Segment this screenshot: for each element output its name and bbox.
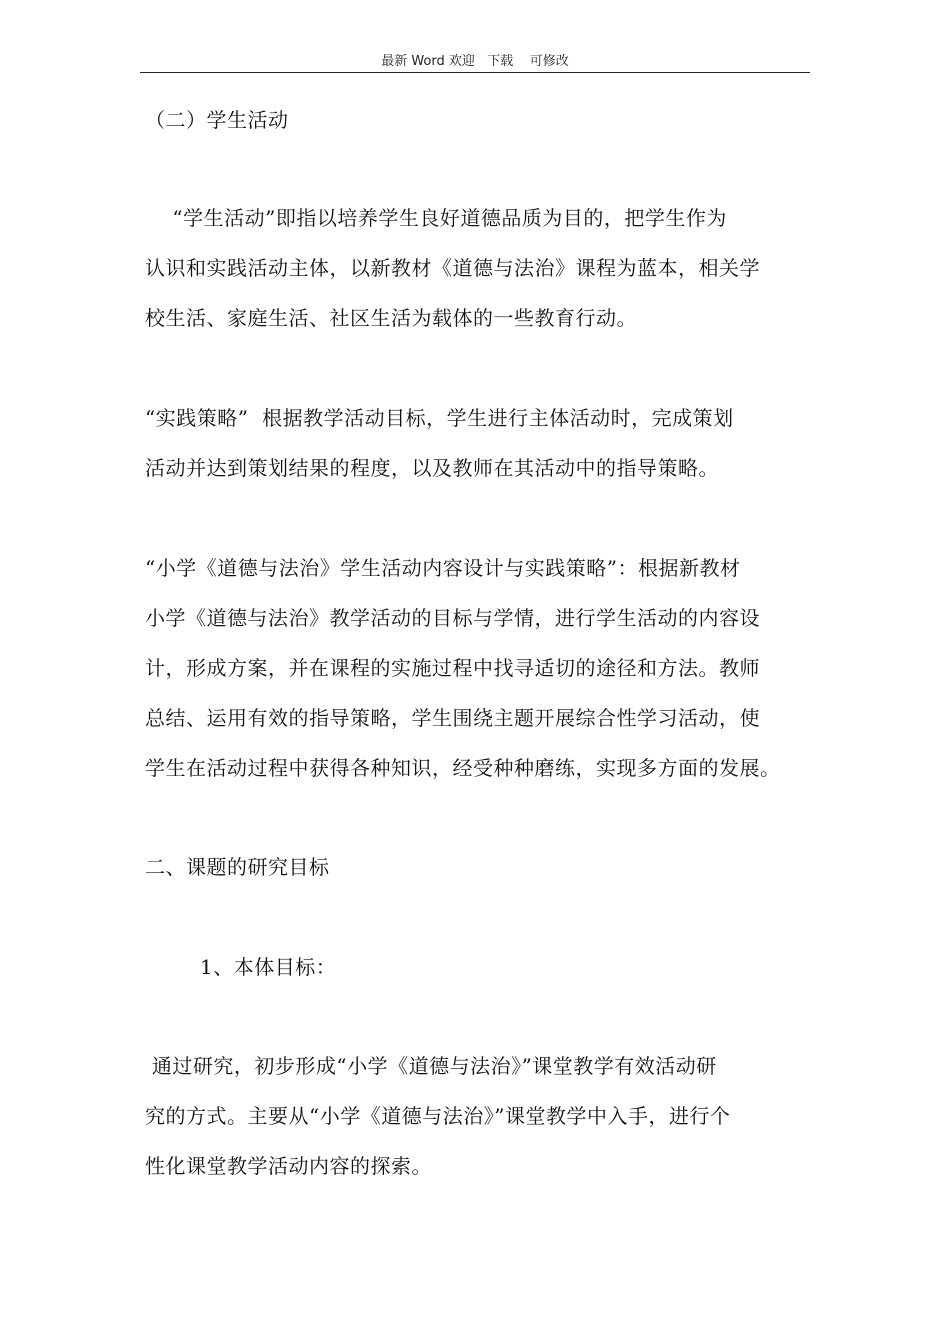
- text-line: 通过研究，初步形成“小学《道德与法治》”课堂教学有效活动研: [145, 1054, 717, 1078]
- section-heading: [145, 842, 820, 892]
- text-line: 性化课堂教学活动内容的探索。: [145, 1154, 432, 1178]
- section-subtitle: [145, 95, 820, 145]
- text-line: 究的方式。主要从“小学《道德与法治》”课堂教学中入手，进行个: [145, 1104, 731, 1128]
- text-line: “学生活动”即指以培养学生良好道德品质为目的，把学生作为: [145, 206, 727, 230]
- page-header: 最新 Word 欢迎 下载 可修改: [140, 52, 810, 73]
- text-line: 校生活、家庭生活、社区生活为载体的一些教育行动。: [145, 306, 637, 330]
- text-line: 计，形成方案，并在课程的实施过程中找寻适切的途径和方法。教师: [145, 656, 760, 680]
- subsection-heading: [200, 942, 875, 992]
- subtitle-text: （二）学生活动: [145, 108, 289, 132]
- paragraph-project-definition: [145, 543, 820, 793]
- text-line: 活动并达到策划结果的程度，以及教师在其活动中的指导策略。: [145, 456, 719, 480]
- paragraph-student-activity-definition: [145, 193, 820, 343]
- text-line: “实践策略” 根据教学活动目标，学生进行主体活动时，完成策划: [145, 406, 734, 430]
- text-line: 小学《道德与法治》教学活动的目标与学情，进行学生活动的内容设: [145, 606, 760, 630]
- paragraph-research-goal: [145, 1041, 820, 1191]
- heading-text: 二、课题的研究目标: [145, 855, 330, 879]
- text-line: 总结、运用有效的指导策略，学生围绕主题开展综合性学习活动，使: [145, 706, 760, 730]
- text-line: 认识和实践活动主体，以新教材《道德与法治》课程为蓝本，相关学: [145, 256, 760, 280]
- paragraph-practice-strategy: [145, 393, 820, 493]
- text-line: 学生在活动过程中获得各种知识，经受种种磨练，实现多方面的发展。: [145, 756, 781, 780]
- text-line: “小学《道德与法治》学生活动内容设计与实践策略”：根据新教材: [145, 556, 741, 580]
- heading-text: 1、本体目标：: [200, 955, 337, 979]
